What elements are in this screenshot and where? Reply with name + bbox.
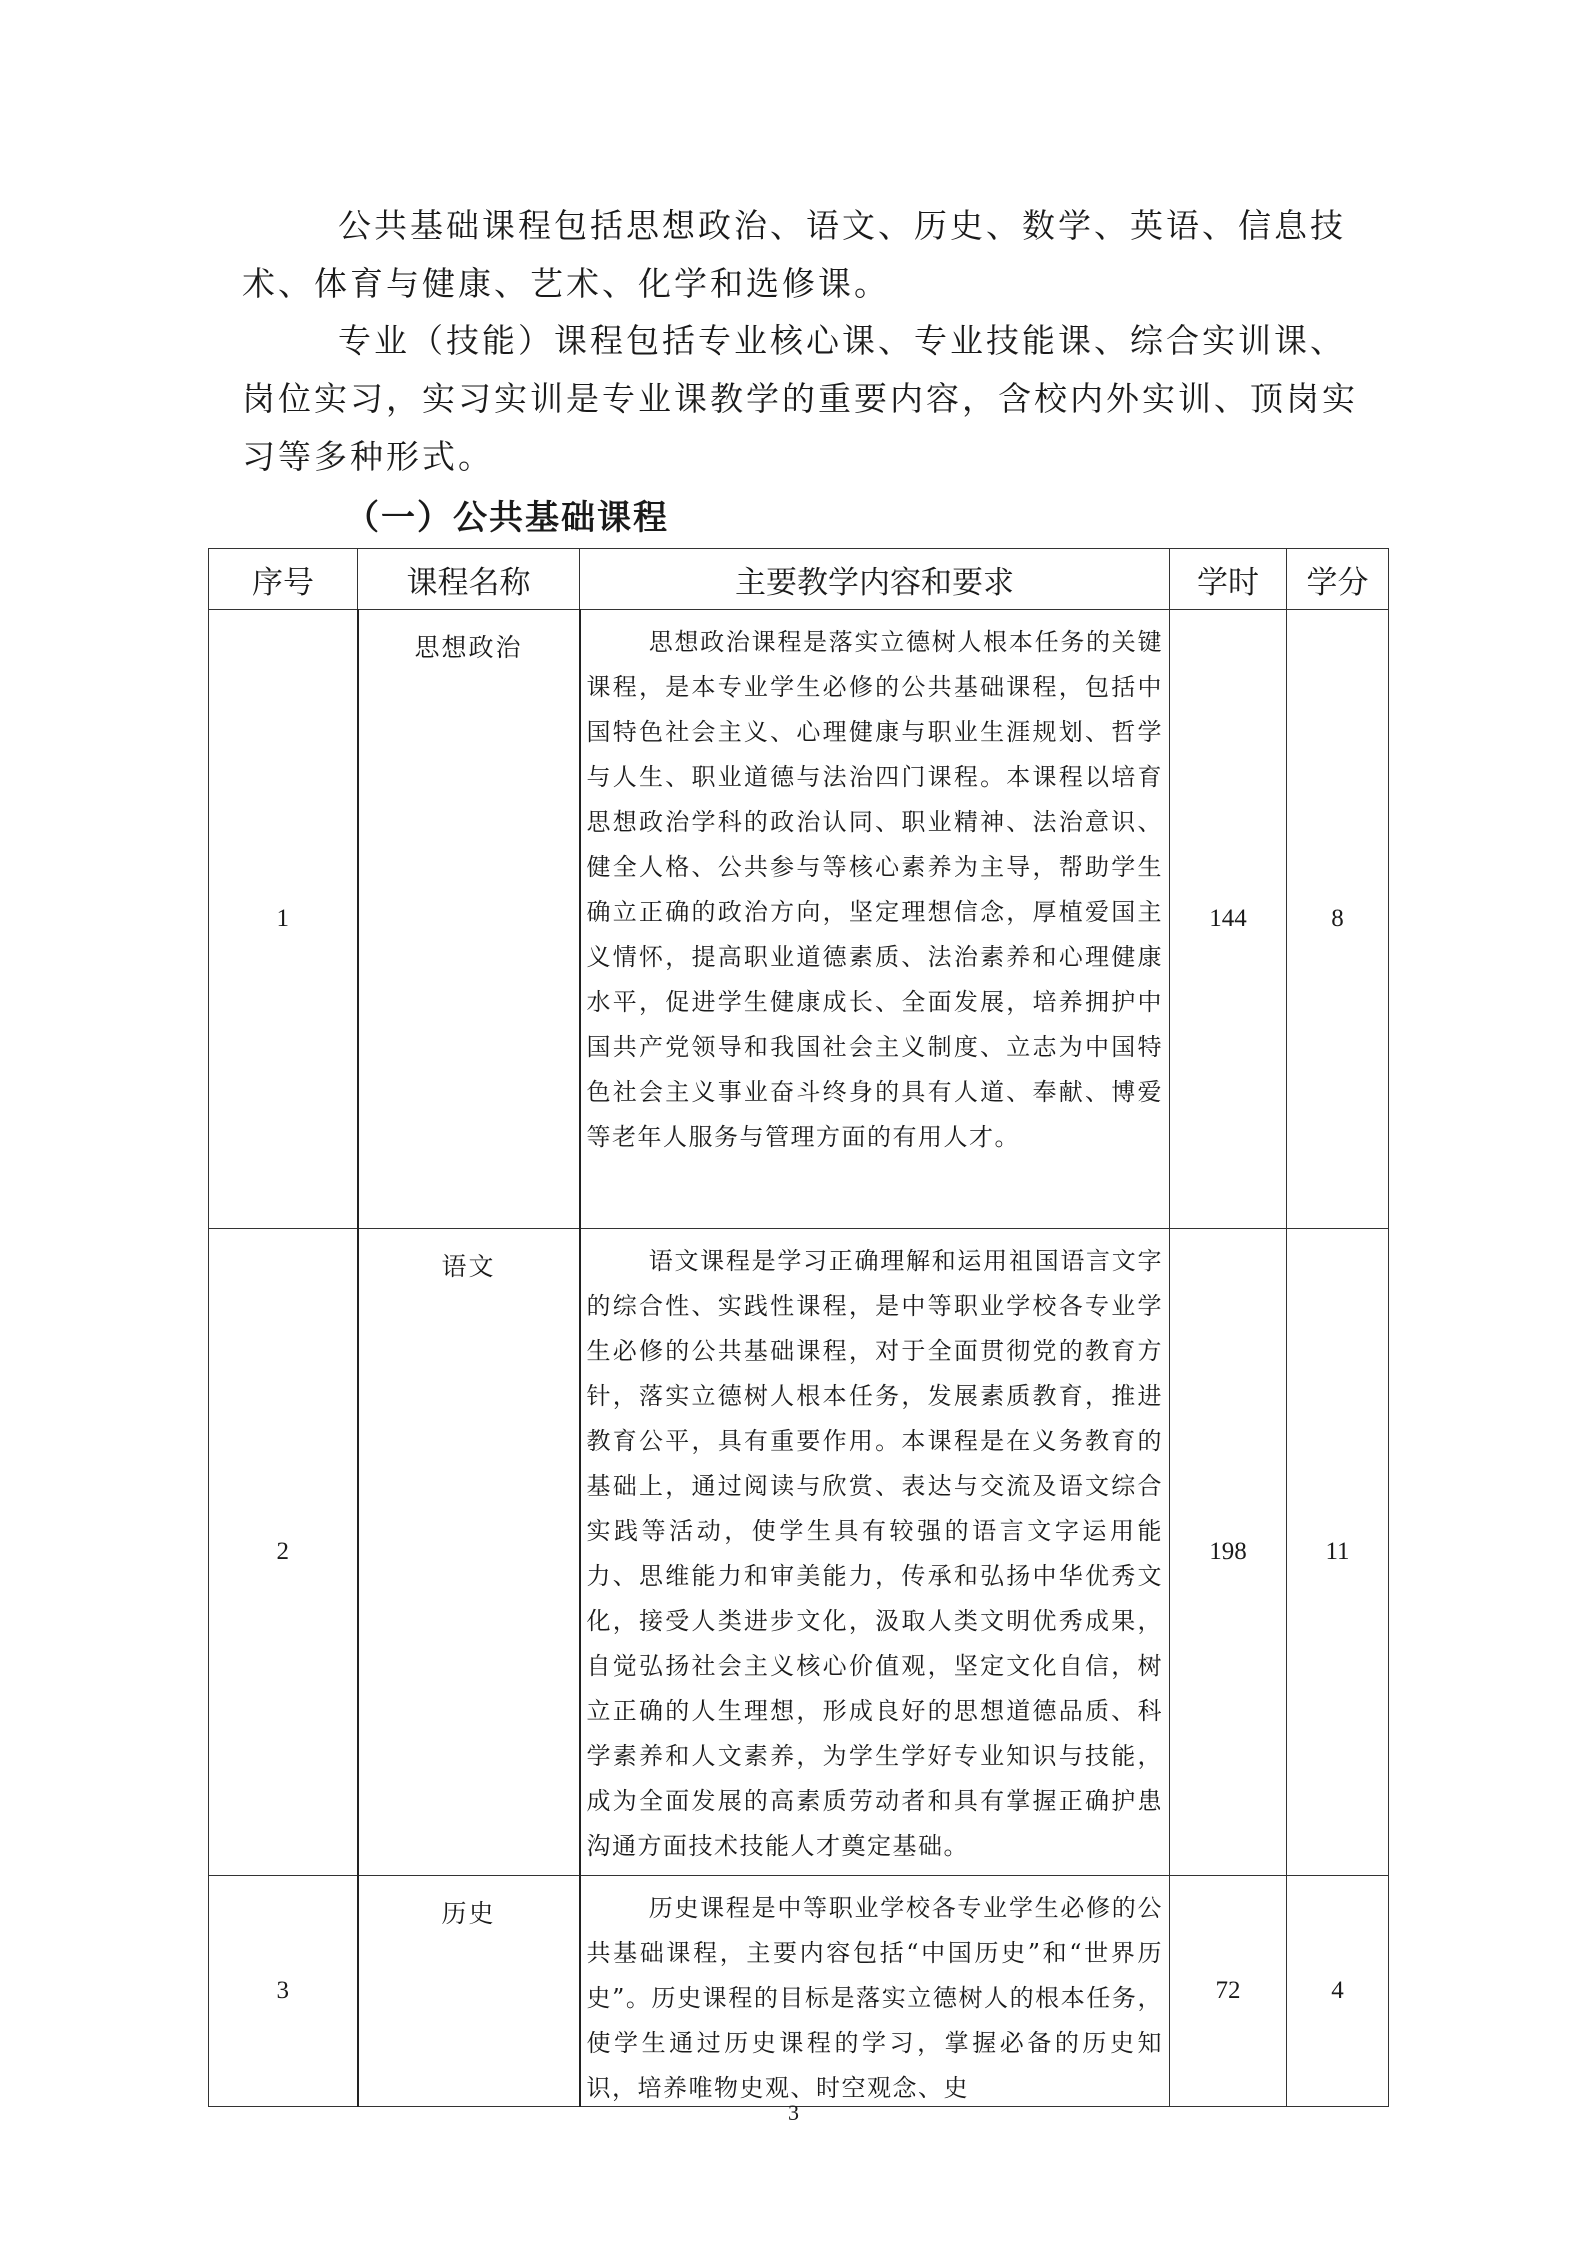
row-content: 历史课程是中等职业学校各专业学生必修的公共基础课程，主要内容包括“中国历史”和“世界历史”。历史课程的目标是落实立德树人的根本任务，使学生通过历史课程的学习，掌握必备的历史知识，培养唯物史观、时空观念、史 [580,1876,1170,2107]
row-course-name: 思想政治 [358,610,580,1229]
table-row [209,610,1389,1229]
page-number: 3 [788,2100,799,2125]
header-no: 序号 [209,549,358,610]
table-header-row [209,549,1389,610]
row-hours: 198 [1170,1229,1287,1876]
header-course-name: 课程名称 [358,549,580,610]
intro-paragraph-2: 专业（技能）课程包括专业核心课、专业技能课、综合实训课、岗位实习，实习实训是专业课教学的重要内容，含校内外实训、顶岗实习等多种形式。 [242,321,1358,476]
table-row [209,1229,1389,1876]
row-credits: 11 [1287,1229,1389,1876]
row-course-name: 语文 [358,1229,580,1876]
row-no: 1 [209,610,358,1229]
row-content: 语文课程是学习正确理解和运用祖国语言文字的综合性、实践性课程，是中等职业学校各专业学生必修的公共基础课程，对于全面贯彻党的教育方针，落实立德树人根本任务，发展素质教育，推进教育公平，具有重要作用。本课程是在义务教育的基础上，通过阅读与欣赏、表达与交流及语文综合实践等活动，使学生具有较强的语言文字运用能力、思维能力和审美能力，传承和弘扬中华优秀文化，接受人类进步文化，汲取人类文明优秀成果，自觉弘扬社会主义核心价值观，坚定文化自信，树立正确的人生理想，形成良好的思想道德品质、科学素养和人文素养，为学生学好专业知识与技能，成为全面发展的高素质劳动者和具有掌握正确护患沟通方面技术技能人才奠定基础。 [580,1229,1170,1876]
row-hours: 72 [1170,1876,1287,2107]
row-credits: 8 [1287,610,1389,1229]
row-no: 2 [209,1229,358,1876]
course-table [208,548,1389,2107]
row-credits: 4 [1287,1876,1389,2107]
row-content: 思想政治课程是落实立德树人根本任务的关键课程，是本专业学生必修的公共基础课程，包括中国特色社会主义、心理健康与职业生涯规划、哲学与人生、职业道德与法治四门课程。本课程以培育思想政治学科的政治认同、职业精神、法治意识、健全人格、公共参与等核心素养为主导，帮助学生确立正确的政治方向，坚定理想信念，厚植爱国主义情怀，提高职业道德素质、法治素养和心理健康水平，促进学生健康成长、全面发展，培养拥护中国共产党领导和我国社会主义制度、立志为中国特色社会主义事业奋斗终身的具有人道、奉献、博爱等老年人服务与管理方面的有用人才。 [580,610,1170,1229]
intro-paragraph-1: 公共基础课程包括思想政治、语文、历史、数学、英语、信息技术、体育与健康、艺术、化学和选修课。 [242,206,1346,303]
row-course-name: 历史 [358,1876,580,2107]
header-hours: 学时 [1170,549,1287,610]
header-credits: 学分 [1287,549,1389,610]
section-heading: （一）公共基础课程 [345,498,669,538]
header-content: 主要教学内容和要求 [580,549,1170,610]
table-row [209,1876,1389,2107]
row-no: 3 [209,1876,358,2107]
row-hours: 144 [1170,610,1287,1229]
